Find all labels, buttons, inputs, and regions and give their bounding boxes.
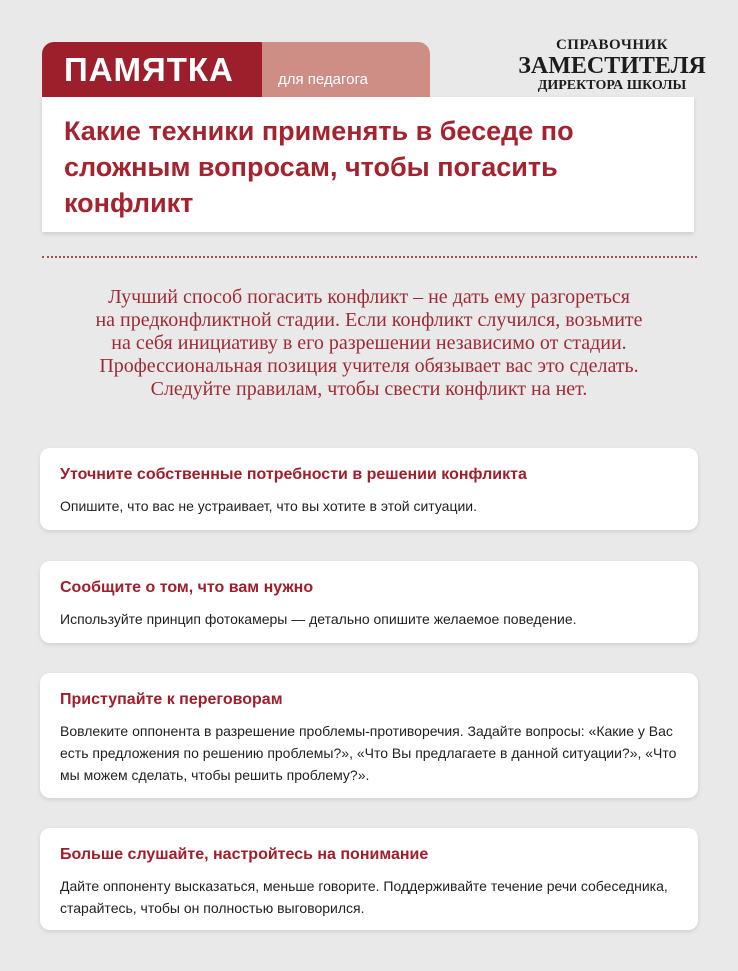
intro-line: Профессиональная позиция учителя обязывает вас это сделать. bbox=[99, 355, 639, 377]
intro-text bbox=[30, 286, 708, 401]
brand-logo bbox=[512, 38, 712, 93]
title-card bbox=[42, 97, 694, 232]
intro-line: на предконфликтной стадии. Если конфликт случился, возьмите bbox=[95, 309, 643, 331]
intro-line: Следуйте правилам, чтобы свести конфликт на нет. bbox=[150, 378, 588, 400]
tip-card bbox=[40, 828, 698, 930]
tip-text: Вовлеките оппонента в разрешение проблемы-противоречия. Задайте вопросы: «Какие у Вас есть предложения по решению проблемы?», «Что Вы предлагаете в данной ситуации?», «Что мы можем сделать, чтобы решить проблему?». bbox=[60, 723, 677, 783]
tip-text: Дайте оппоненту высказаться, меньше говорите. Поддерживайте течение речи собеседника, старайтесь, чтобы он полностью выговорился. bbox=[60, 878, 668, 916]
brand-line-3: ДИРЕКТОРА ШКОЛЫ bbox=[537, 78, 687, 93]
tip-heading: Больше слушайте, настройтесь на понимание bbox=[60, 846, 429, 863]
intro-line: на себя инициативу в его разрешении независимо от стадии. bbox=[111, 332, 627, 354]
tip-heading: Сообщите о том, что вам нужно bbox=[60, 579, 314, 596]
tip-card bbox=[40, 673, 698, 798]
tip-card bbox=[40, 561, 698, 643]
dotted-divider bbox=[42, 256, 697, 258]
brand-line-2: ЗАМЕСТИТЕЛЯ bbox=[518, 53, 706, 79]
audience-tab bbox=[262, 42, 430, 102]
tip-text: Используйте принцип фотокамеры — детально опишите желаемое поведение. bbox=[60, 611, 577, 627]
page-title: Какие техники применять в беседе по сложным вопросам, чтобы погасить конфликт bbox=[64, 116, 574, 218]
tip-heading: Приступайте к переговорам bbox=[60, 691, 283, 708]
tip-heading: Уточните собственные потребности в решении конфликта bbox=[60, 466, 527, 483]
memo-tab bbox=[42, 42, 272, 102]
intro-line: Лучший способ погасить конфликт – не дать ему разгореться bbox=[108, 286, 630, 308]
memo-tab-label: ПАМЯТКА bbox=[64, 51, 234, 88]
tip-card bbox=[40, 448, 698, 530]
brand-line-1: СПРАВОЧНИК bbox=[555, 37, 669, 53]
audience-label: для педагога bbox=[278, 71, 368, 88]
tip-text: Опишите, что вас не устраивает, что вы хотите в этой ситуации. bbox=[60, 498, 478, 514]
